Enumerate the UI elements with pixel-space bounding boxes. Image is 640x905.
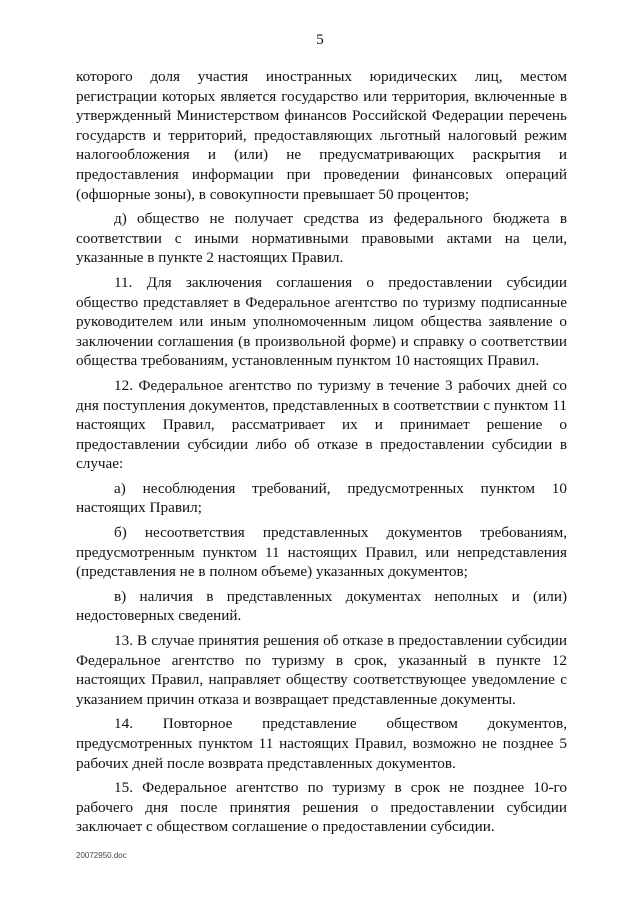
paragraph-item-15: 15. Федеральное агентство по туризму в срок не позднее 10-го рабочего дня после принятия решения о предоставлении субсидии заключает с обществом соглашение о предоставлении субсидии. [76,779,567,836]
paragraph-subitem-v: в) наличия в представленных документах неполных и (или) недостоверных сведений. [76,587,567,625]
paragraph-continuation: которого доля участия иностранных юридических лиц, местом регистрации которых является государство или территория, включенные в утвержденный Министерством финансов Российской Федерации перечень государств и территорий, предоставляющих льготный налоговый режим налогообложения и (или) не предусматривающих раскрытия и предоставления информации при проведении финансовых операций (офшорные зоны), в совокупности превышает 50 процентов; [76,68,567,203]
paragraph-subitem-d: д) общество не получает средства из федерального бюджета в соответствии с иными нормативными правовыми актами на цели, указанные в пункте 2 настоящих Правил. [76,210,567,267]
paragraph-item-13: 13. В случае принятия решения об отказе в предоставлении субсидии Федеральное агентство по туризму в срок, указанный в пункте 12 настоящих Правил, направляет обществу соответствующее уведомление с указанием причин отказа и возвращает представленные документы. [76,632,567,708]
footer-file-name: 20072950.doc [76,851,127,860]
paragraph-subitem-b: б) несоответствия представленных документов требованиям, предусмотренным пунктом 11 настоящих Правил, или непредставления (представления не в полном объеме) указанных документов; [76,524,567,581]
paragraph-item-14: 14. Повторное представление обществом документов, предусмотренных пунктом 11 настоящих Правил, возможно не позднее 5 рабочих дней после возврата представленных документов. [76,715,567,772]
paragraph-item-11: 11. Для заключения соглашения о предоставлении субсидии общество представляет в Федеральное агентство по туризму подписанные руководителем или иным уполномоченным лицом общества заявление о заключении соглашения (в произвольной форме) и справку о соответствии общества требованиям, установленным пунктом 10 настоящих Правил. [76,273,567,370]
page-number: 5 [316,32,324,48]
document-body [76,67,567,842]
paragraph-subitem-a: а) несоблюдения требований, предусмотренных пунктом 10 настоящих Правил; [76,479,567,517]
paragraph-item-12: 12. Федеральное агентство по туризму в течение 3 рабочих дней со дня поступления документов, представленных в соответствии с пунктом 11 настоящих Правил, рассматривает их и принимает решение о предоставлении субсидии либо об отказе в предоставлении субсидии в случае: [76,376,567,473]
